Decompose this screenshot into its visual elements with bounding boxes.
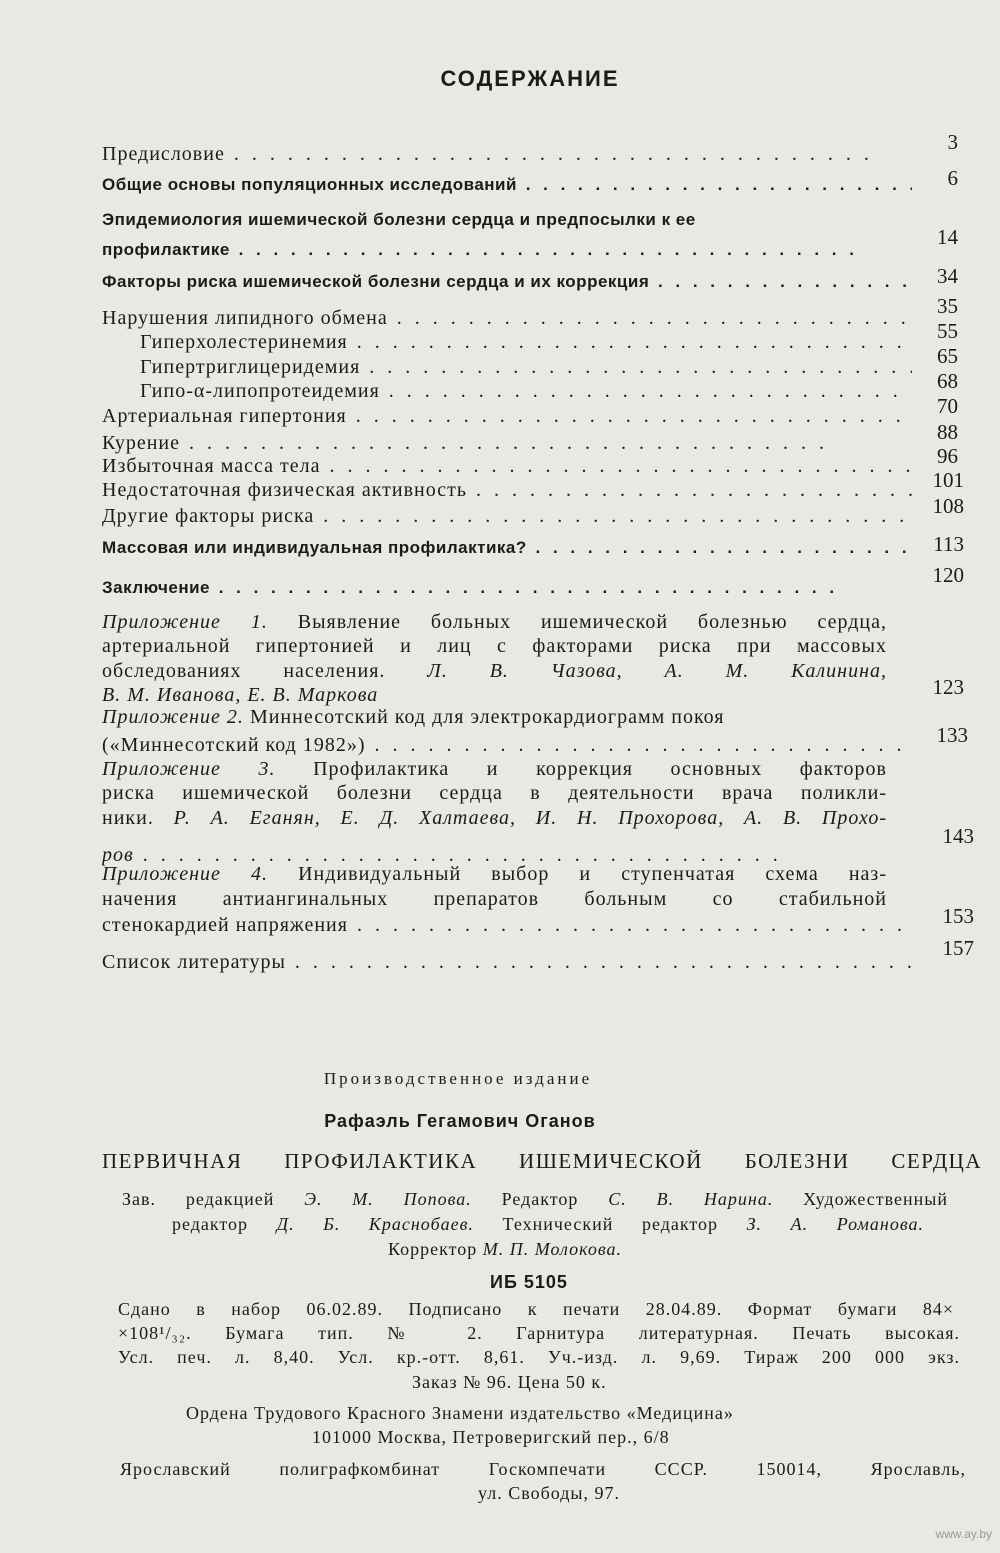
toc-entry-ch5[interactable] <box>102 576 912 600</box>
credit-name: М. П. Молокова. <box>482 1239 623 1259</box>
watermark: www.ay.by <box>935 1527 992 1541</box>
publisher-address: 101000 Москва, Петроверигский пер., 6/8 <box>312 1427 670 1447</box>
toc-entry-hypo-alpha[interactable] <box>140 379 912 403</box>
toc-page-number: 55 <box>937 319 958 343</box>
toc-entry-ch1[interactable] <box>102 173 912 197</box>
toc-entry-app3-line2[interactable]: риска ишемической болезни сердца в деятельности врача поликли- <box>102 782 887 804</box>
toc-entry-app2-line1[interactable] <box>102 705 725 729</box>
toc-label: Другие факторы риска <box>102 505 315 527</box>
appendix-label: Приложение 1. <box>102 611 268 633</box>
credits-line-1 <box>122 1188 948 1210</box>
toc-label: Нарушения липидного обмена <box>102 307 388 329</box>
printer-address: ул. Свободы, 97. <box>478 1483 620 1503</box>
toc-label: Факторы риска ишемической болезни сердца и их коррекция <box>102 272 650 291</box>
toc-label: Список литературы <box>102 951 286 973</box>
toc-entry-app4-line3[interactable] <box>102 913 912 937</box>
credit-role: Технический редактор <box>502 1214 719 1234</box>
toc-entry-app1-line4[interactable] <box>102 683 378 707</box>
toc-entry-smoking[interactable] <box>102 431 912 455</box>
credit-name: З. А. Романова. <box>746 1214 925 1234</box>
credit-role: редактор <box>172 1214 249 1234</box>
toc-entry-preface[interactable] <box>102 142 912 166</box>
toc-entry-physical-activity[interactable] <box>102 478 912 502</box>
toc-page-number: 70 <box>937 394 958 418</box>
toc-label: Гиперхолестеринемия <box>140 331 348 353</box>
toc-page-number: 133 <box>936 723 968 747</box>
toc-entry-hypercholesterolemia[interactable] <box>140 330 912 354</box>
toc-label: Предисловие <box>102 143 225 165</box>
toc-label: Заключение <box>102 578 210 597</box>
toc-page-number: 157 <box>942 936 974 960</box>
toc-label: Общие основы популяционных исследований <box>102 175 517 194</box>
toc-page-number: 96 <box>937 444 958 468</box>
toc-label: Профилактика и коррекция основных факторов <box>313 758 887 780</box>
appendix-authors: Л. В. Чазова, А. М. Калинина, <box>427 660 887 682</box>
print-details-line-3: Усл. печ. л. 8,40. Усл. кр.-отт. 8,61. Уч.-изд. л. 9,69. Тираж 200 000 экз. <box>118 1347 960 1367</box>
toc-label: Выявление больных ишемической болезнью сердца, <box>297 611 887 633</box>
credits-line-2 <box>172 1213 924 1235</box>
ib-number: ИБ 5105 <box>490 1272 568 1292</box>
toc-entry-hypertension[interactable] <box>102 404 912 428</box>
credit-name: Э. М. Попова. <box>304 1189 472 1209</box>
toc-page-number: 68 <box>937 369 958 393</box>
toc-label: Избыточная масса тела <box>102 455 321 477</box>
printer-name: Ярославский полиграфкомбинат Госкомпечати СССР. 150014, Ярославль, <box>120 1459 966 1479</box>
page-title: СОДЕРЖАНИЕ <box>440 66 620 91</box>
toc-page-number: 123 <box>932 675 964 699</box>
edition-kind: Производственное издание <box>323 1069 593 1088</box>
toc-label: Гипертриглицеридемия <box>140 356 361 378</box>
toc-entry-app1-line1[interactable] <box>102 610 887 634</box>
toc-label: профилактике <box>102 240 230 259</box>
appendix-label: Приложение 2. <box>102 706 244 728</box>
print-details-line-2: ×108¹/₃₂. Бумага тип. № 2. Гарнитура литературная. Печать высокая. <box>118 1323 960 1343</box>
toc-page-number: 6 <box>947 166 958 190</box>
toc-page-number: 113 <box>933 532 964 556</box>
toc-page-number: 153 <box>942 904 974 928</box>
toc-entry-ch2-line1[interactable]: Эпидемиология ишемической болезни сердца и предпосылки к ее <box>102 210 696 229</box>
toc-page-number: 14 <box>937 225 958 249</box>
toc-page-number: 88 <box>937 420 958 444</box>
credits-line-3 <box>388 1238 622 1260</box>
toc-entry-app2-line2[interactable] <box>102 733 912 757</box>
toc-entry-app4-line2[interactable]: начения антиангинальных препаратов больным со стабильной <box>102 888 887 910</box>
credit-role: Художественный <box>803 1189 949 1209</box>
toc-label: Курение <box>102 432 180 454</box>
toc-entry-app4-line1[interactable] <box>102 862 887 886</box>
credit-role: Корректор <box>388 1239 478 1259</box>
toc-entry-ch2-line2[interactable] <box>102 238 912 262</box>
toc-page-number: 108 <box>932 494 964 518</box>
toc-label: Недостаточная физическая активность <box>102 479 467 501</box>
toc-label: («Миннесотский код 1982») <box>102 734 366 756</box>
credit-role: Редактор <box>501 1189 579 1209</box>
appendix-authors: Р. А. Еганян, Е. Д. Халтаева, И. Н. Прохорова, А. В. Прохо- <box>173 807 888 829</box>
toc-entry-app1-line2[interactable]: артериальной гипертонией и лиц с факторами риска при массовых <box>102 635 887 657</box>
print-details-line-4: Заказ № 96. Цена 50 к. <box>412 1372 607 1392</box>
print-details-line-1: Сдано в набор 06.02.89. Подписано к печати 28.04.89. Формат бумаги 84× <box>118 1299 954 1319</box>
appendix-label: Приложение 4. <box>102 863 269 885</box>
toc-page-number: 143 <box>942 824 974 848</box>
toc-entry-bibliography[interactable] <box>102 950 912 974</box>
appendix-authors: ров <box>102 844 134 866</box>
toc-entry-hypertriglyceridemia[interactable] <box>140 355 912 379</box>
toc-entry-ch4[interactable] <box>102 536 912 560</box>
credit-name: С. В. Нарина. <box>608 1189 774 1209</box>
publisher-name: Ордена Трудового Красного Знамени издательство «Медицина» <box>186 1403 734 1423</box>
toc-page-number: 65 <box>937 344 958 368</box>
appendix-authors: В. М. Иванова, Е. В. Маркова <box>102 684 379 706</box>
toc-entry-overweight[interactable] <box>102 454 912 478</box>
toc-entry-lipid[interactable] <box>102 306 912 330</box>
credit-role: Зав. редакцией <box>122 1189 275 1209</box>
toc-label: Индивидуальный выбор и ступенчатая схема наз- <box>298 863 887 885</box>
toc-label: Гипо-α-липопротеидемия <box>140 380 380 402</box>
toc-label: Миннесотский код для электрокардиограмм покоя <box>249 706 725 728</box>
toc-entry-other-factors[interactable] <box>102 504 912 528</box>
toc-entry-app3-line3[interactable] <box>102 806 887 830</box>
toc-entry-ch3[interactable] <box>102 270 912 294</box>
toc-entry-app1-line3[interactable] <box>102 659 887 683</box>
toc-label: стенокардией напряжения <box>102 914 348 936</box>
toc-label: обследованиях населения. <box>102 660 386 682</box>
toc-page-number: 101 <box>932 468 964 492</box>
toc-entry-app3-line1[interactable] <box>102 757 887 781</box>
book-title: ПЕРВИЧНАЯ ПРОФИЛАКТИКА ИШЕМИЧЕСКОЙ БОЛЕЗНИ СЕРДЦА <box>102 1149 982 1173</box>
toc-page-number: 34 <box>937 264 958 288</box>
toc-label: Массовая или индивидуальная профилактика? <box>102 538 527 557</box>
appendix-label: Приложение 3. <box>102 758 276 780</box>
toc-page-number: 35 <box>937 294 958 318</box>
toc-page-number: 3 <box>947 130 958 154</box>
book-author: Рафаэль Гегамович Оганов <box>324 1111 596 1131</box>
toc-label: ники. <box>102 807 154 829</box>
toc-label: Артериальная гипертония <box>102 405 347 427</box>
toc-page-number: 120 <box>932 563 964 587</box>
credit-name: Д. Б. Краснобаев. <box>276 1214 474 1234</box>
